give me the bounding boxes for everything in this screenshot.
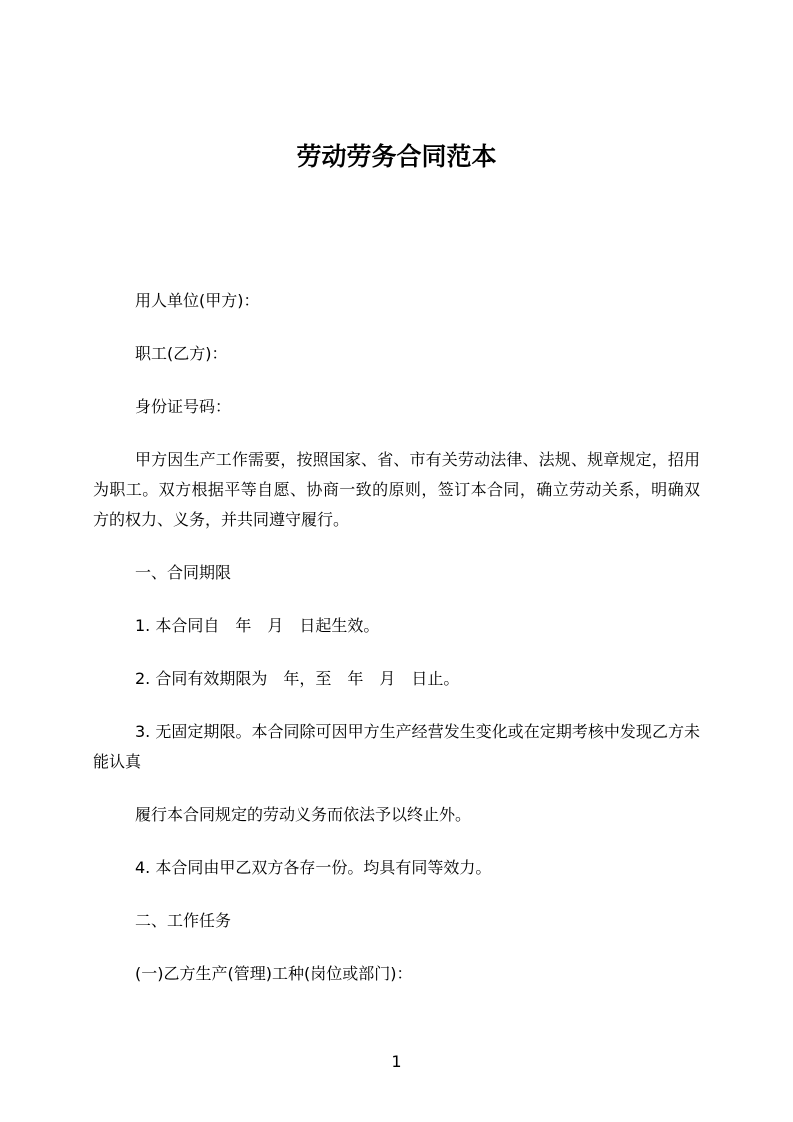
document-title: 劳动劳务合同范本 <box>296 142 497 171</box>
party-a-label: 用人单位(甲方)： <box>135 291 260 310</box>
clause-1-3-continuation: 履行本合同规定的劳动义务而依法予以终止外。 <box>135 805 472 824</box>
clause-1-2: 2. 合同有效期限为 年，至 年 月 日止。 <box>135 669 460 688</box>
section-2-heading: 二、工作任务 <box>135 911 232 930</box>
party-b-label: 职工(乙方)： <box>135 344 228 363</box>
clause-1-1: 1. 本合同自 年 月 日起生效。 <box>135 616 380 635</box>
clause-1-4: 4. 本合同由甲乙双方各存一份。均具有同等效力。 <box>135 858 492 877</box>
clause-1-3: 3. 无固定期限。本合同除可因甲方生产经营发生变化或在定期考核中发现乙方未能认真 <box>93 722 700 771</box>
document-body <box>0 140 793 989</box>
clause-2-1-label: (一)乙方生产(管理)工种(岗位或部门)： <box>135 964 413 983</box>
preamble-paragraph: 甲方因生产工作需要，按照国家、省、市有关劳动法律、法规、规章规定，招用为职工。双方根据平等自愿、协商一致的原则，签订本合同，确立劳动关系，明确双方的权力、义务，并共同遵守履行。 <box>93 450 700 529</box>
page-number: 1 <box>391 1052 402 1071</box>
section-1-heading: 一、合同期限 <box>135 563 232 582</box>
id-number-label: 身份证号码： <box>135 397 232 416</box>
